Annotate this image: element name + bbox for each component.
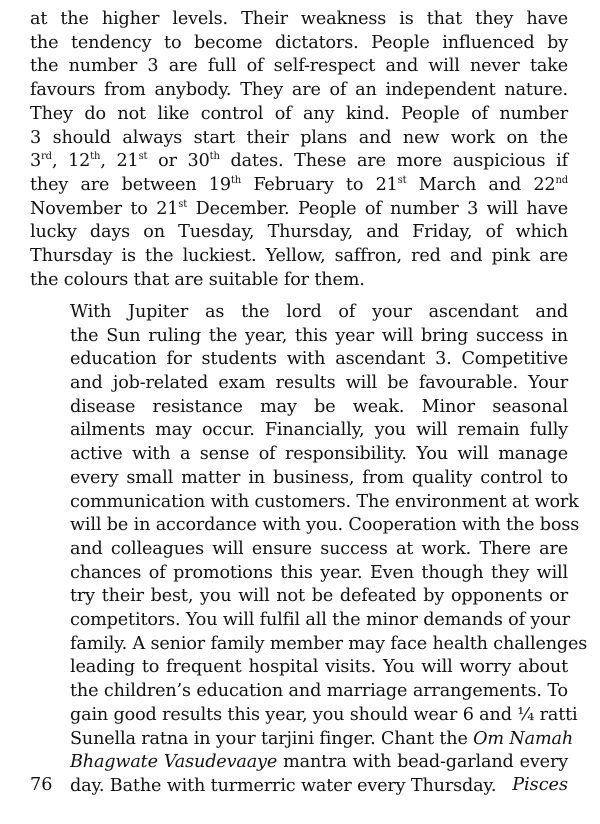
text-line: and colleagues will ensure success at work. There are	[70, 538, 568, 559]
text-line-auspicious-period	[30, 174, 568, 198]
text-line-mantra	[30, 751, 568, 775]
text-line: gain good results this year, you should wear 6 and ¼ ratti	[70, 704, 578, 725]
period-text: February to 21	[241, 174, 398, 195]
ordinal-suffix: st	[178, 198, 188, 210]
ordinal-suffix: th	[90, 151, 101, 163]
date-text: , 21	[100, 151, 139, 172]
text-line: They do not like control of any kind. People of number	[30, 103, 568, 124]
text-line: day. Bathe with turmerric water every Thursday.	[70, 776, 497, 796]
text-line: Thursday is the luckiest. Yellow, saffron, red and pink are	[30, 246, 568, 267]
mantra-name: Om Namah	[473, 728, 574, 749]
text-line: disease resistance may be weak. Minor seasonal	[70, 396, 568, 417]
date-text: or 30	[147, 151, 210, 172]
ordinal-suffix: st	[138, 151, 148, 163]
line-text: Sunella ratna in your tarjini finger. Chant the Om Namah	[70, 728, 574, 749]
ordinal-suffix: nd	[555, 174, 568, 186]
text-line: education for students with ascendant 3. Competitive	[70, 349, 568, 370]
text-line-mantra-intro	[30, 728, 574, 752]
text-line: the children’s education and marriage arrangements. To	[70, 681, 568, 702]
date-text: , 12	[51, 151, 91, 172]
running-footer-title: Pisces	[512, 775, 568, 795]
text-line: try their best, you will not be defeated by opponents or	[70, 586, 568, 607]
ordinal-suffix: th	[230, 174, 242, 186]
mantra-name: Bhagwate Vasudevaaye	[70, 752, 278, 773]
ordinal-suffix: st	[397, 174, 407, 186]
ordinal-suffix: th	[209, 151, 220, 163]
paragraph-yearly-forecast	[30, 301, 588, 799]
period-text: they are between 19	[30, 174, 231, 195]
text-line: leading to frequent hospital visits. You will worry about	[70, 657, 568, 678]
text-line: the number 3 are full of self-respect and will never take	[30, 56, 568, 77]
period-text: November to 21	[30, 198, 179, 219]
text-line: communication with customers. The environment at work	[70, 491, 579, 512]
paragraph-number-3-traits	[30, 8, 568, 292]
text-line: favours from anybody. They are of an independent nature.	[30, 80, 568, 101]
text-line: competitors. You will fulfil all the minor demands of your	[70, 610, 571, 631]
text-line: the Sun ruling the year, this year will bring success in	[70, 325, 568, 346]
text-line: and job-related exam results will be favourable. Your	[70, 373, 568, 394]
ordinal-suffix: rd	[41, 151, 52, 163]
book-page	[30, 8, 588, 799]
date-text: dates. These are more auspicious if	[219, 151, 568, 172]
text-line: family. A senior family member may face health challenges	[70, 633, 588, 654]
text-line-auspicious-dates	[30, 150, 568, 174]
text-line: at the higher levels. Their weakness is that they have	[30, 9, 568, 29]
text-line: active with a sense of responsibility. You will manage	[70, 444, 568, 465]
period-text: March and 22	[406, 174, 556, 195]
text-line: the tendency to become dictators. People influenced by	[30, 32, 568, 53]
line-text: mantra with bead-garland every	[277, 752, 568, 773]
date-number: 3	[30, 151, 42, 172]
text-line: the colours that are suitable for them.	[30, 269, 365, 290]
period-text: December. People of number 3 will have	[187, 198, 569, 219]
text-line: will be in accordance with you. Cooperation with the boss	[70, 515, 580, 536]
text-line: every small matter in business, from quality control to	[70, 467, 568, 488]
text-line: chances of promotions this year. Even though they will	[70, 562, 568, 583]
text-line: 3 should always start their plans and new work on the	[30, 127, 568, 148]
text-line: lucky days on Tuesday, Thursday, and Friday, of which	[30, 222, 568, 243]
page-number: 76	[30, 775, 53, 795]
text-line: ailments may occur. Financially, you will remain fully	[70, 420, 568, 441]
text-line: With Jupiter as the lord of your ascendant and	[70, 301, 568, 322]
text-line-auspicious-period	[30, 198, 568, 222]
